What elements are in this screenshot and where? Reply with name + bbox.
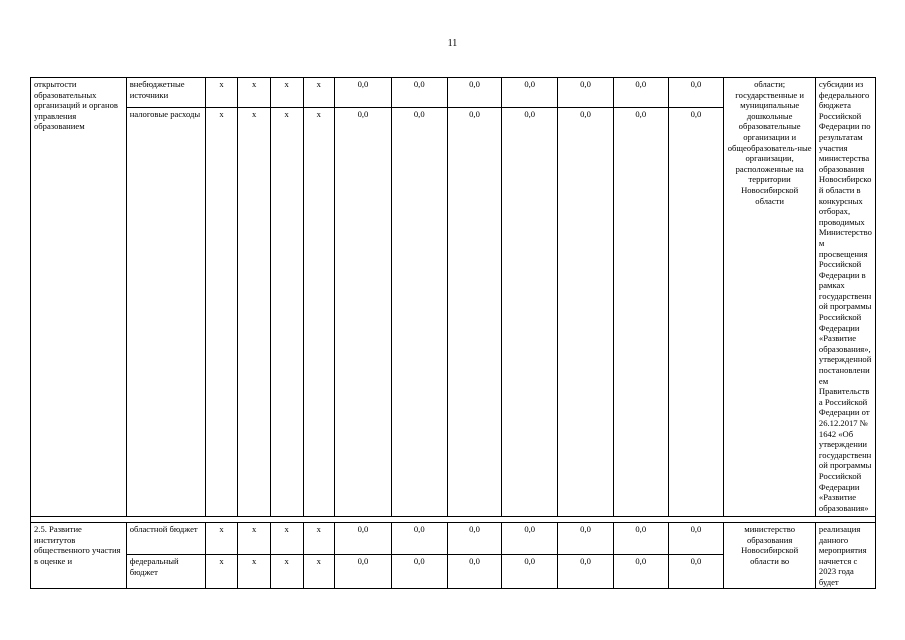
value-cell: 0,0 — [613, 78, 668, 108]
cross-cell: х — [270, 523, 303, 555]
value-cell: 0,0 — [668, 78, 724, 108]
value-cell: 0,0 — [558, 555, 614, 588]
cross-cell: х — [270, 555, 303, 588]
cross-cell: х — [303, 555, 335, 588]
value-cell: 0,0 — [335, 108, 392, 517]
executor-cell: области; государственные и муниципальные дошкольные образовательные организации и общеобразователь-ные организации, расположенные на территории Новосибирской области — [724, 78, 816, 517]
value-cell: 0,0 — [447, 78, 502, 108]
cross-cell: х — [205, 108, 238, 517]
funding-source-cell: налоговые расходы — [126, 108, 205, 517]
measure-title-cell: открытости образовательных организаций и органов управления образованием — [31, 78, 127, 517]
value-cell: 0,0 — [558, 523, 614, 555]
table-row — [31, 78, 876, 108]
funding-source-cell: внебюджетные источники — [126, 78, 205, 108]
executor-cell: министерство образования Новосибирской области во — [724, 523, 816, 589]
value-cell: 0,0 — [613, 523, 668, 555]
value-cell: 0,0 — [447, 555, 502, 588]
value-cell: 0,0 — [668, 523, 724, 555]
cross-cell: х — [303, 523, 335, 555]
value-cell: 0,0 — [502, 555, 558, 588]
program-measures-table — [30, 77, 876, 589]
value-cell: 0,0 — [391, 78, 447, 108]
value-cell: 0,0 — [668, 108, 724, 517]
cross-cell: х — [270, 78, 303, 108]
cross-cell: х — [238, 523, 271, 555]
value-cell: 0,0 — [668, 555, 724, 588]
value-cell: 0,0 — [447, 523, 502, 555]
value-cell: 0,0 — [613, 555, 668, 588]
value-cell: 0,0 — [391, 523, 447, 555]
table-row — [31, 523, 876, 555]
cross-cell: х — [205, 555, 238, 588]
measure-title-cell: 2.5. Развитие институтов общественного участия в оценке и — [31, 523, 127, 589]
value-cell: 0,0 — [335, 523, 392, 555]
cross-cell: х — [205, 78, 238, 108]
cross-cell: х — [303, 78, 335, 108]
value-cell: 0,0 — [335, 555, 392, 588]
funding-source-cell: областной бюджет — [126, 523, 205, 555]
cross-cell: х — [303, 108, 335, 517]
value-cell: 0,0 — [502, 108, 558, 517]
value-cell: 0,0 — [447, 108, 502, 517]
value-cell: 0,0 — [335, 78, 392, 108]
page-number: 11 — [447, 38, 458, 49]
value-cell: 0,0 — [558, 108, 614, 517]
cross-cell: х — [238, 555, 271, 588]
result-cell: реализация данного мероприятия начнется с 2023 года будет — [815, 523, 875, 589]
value-cell: 0,0 — [502, 523, 558, 555]
value-cell: 0,0 — [391, 555, 447, 588]
value-cell: 0,0 — [391, 108, 447, 517]
cross-cell: х — [238, 78, 271, 108]
value-cell: 0,0 — [613, 108, 668, 517]
result-cell: субсидии из федерального бюджета Российской Федерации по результатам участия министерства образования Новосибирской области в конкурсных отборах, проводимых Министерством просвещения Российской Федерации в рамках государственной программы Российской Федерации «Развитие образования», утвержденной постановлением Правительства Российской Федерации от 26.12.2017 № 1642 «Об утверждении государственной программы Российской Федерации «Развитие образования» — [815, 78, 875, 517]
cross-cell: х — [270, 108, 303, 517]
cross-cell: х — [238, 108, 271, 517]
value-cell: 0,0 — [558, 78, 614, 108]
funding-source-cell: федеральный бюджет — [126, 555, 205, 588]
value-cell: 0,0 — [502, 78, 558, 108]
cross-cell: х — [205, 523, 238, 555]
